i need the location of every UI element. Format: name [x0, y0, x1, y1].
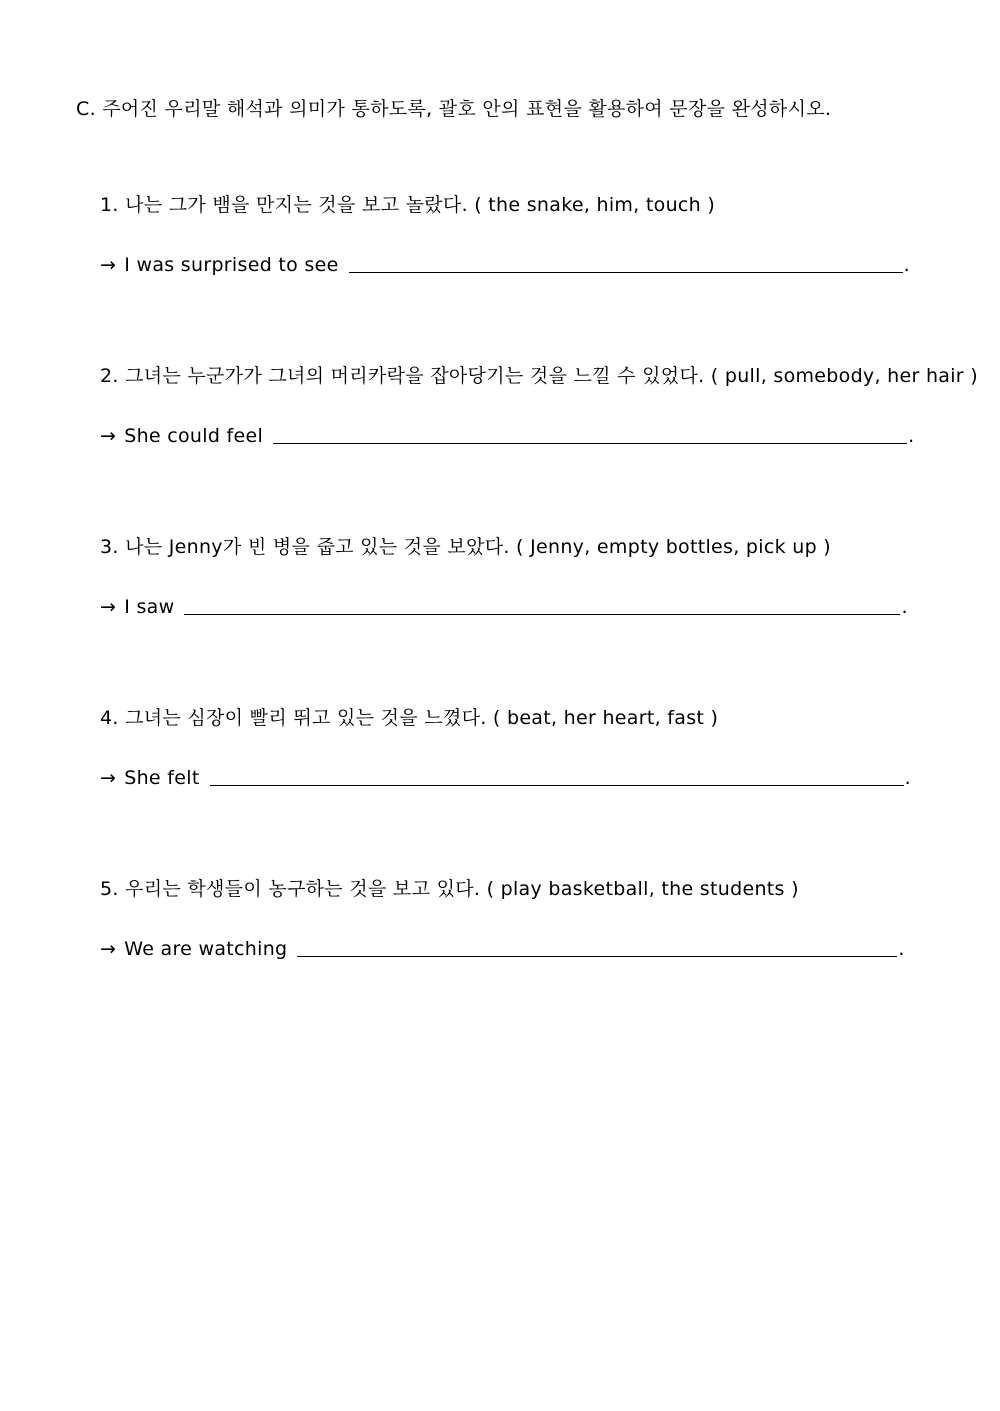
answer-prefix-2: She could feel [124, 425, 264, 447]
arrow-icon: → [100, 254, 117, 276]
period-3: . [901, 596, 908, 618]
answer-blank-3[interactable] [184, 592, 900, 615]
question-4: 4. 그녀는 심장이 빨리 뛰고 있는 것을 느꼈다. ( beat, her heart, fast ) [100, 707, 719, 729]
period-4: . [904, 767, 911, 789]
question-2: 2. 그녀는 누군가가 그녀의 머리카락을 잡아당기는 것을 느낄 수 있었다. ( pull, somebody, her hair ) [100, 365, 978, 387]
answer-row-4 [100, 763, 911, 789]
answer-blank-2[interactable] [273, 421, 907, 444]
answer-prefix-5: We are watching [124, 938, 288, 960]
instruction-heading: C. 주어진 우리말 해석과 의미가 통하도록, 괄호 안의 표현을 활용하여 문장을 완성하시오. [76, 98, 832, 120]
question-3: 3. 나는 Jenny가 빈 병을 줍고 있는 것을 보았다. ( Jenny, empty bottles, pick up ) [100, 536, 832, 558]
answer-row-1 [100, 250, 910, 276]
answer-row-3 [100, 592, 908, 618]
answer-prefix-3: I saw [124, 596, 175, 618]
arrow-icon: → [100, 767, 117, 789]
arrow-icon: → [100, 596, 117, 618]
question-1: 1. 나는 그가 뱀을 만지는 것을 보고 놀랐다. ( the snake, him, touch ) [100, 194, 716, 216]
question-5: 5. 우리는 학생들이 농구하는 것을 보고 있다. ( play basketball, the students ) [100, 878, 799, 900]
period-5: . [898, 938, 905, 960]
arrow-icon: → [100, 425, 117, 447]
answer-row-5 [100, 934, 905, 960]
answer-blank-5[interactable] [297, 934, 897, 957]
answer-blank-4[interactable] [210, 763, 904, 786]
period-1: . [903, 254, 910, 276]
answer-prefix-1: I was surprised to see [124, 254, 339, 276]
answer-prefix-4: She felt [124, 767, 200, 789]
answer-blank-1[interactable] [349, 250, 903, 273]
period-2: . [908, 425, 915, 447]
arrow-icon: → [100, 938, 117, 960]
answer-row-2 [100, 421, 914, 447]
